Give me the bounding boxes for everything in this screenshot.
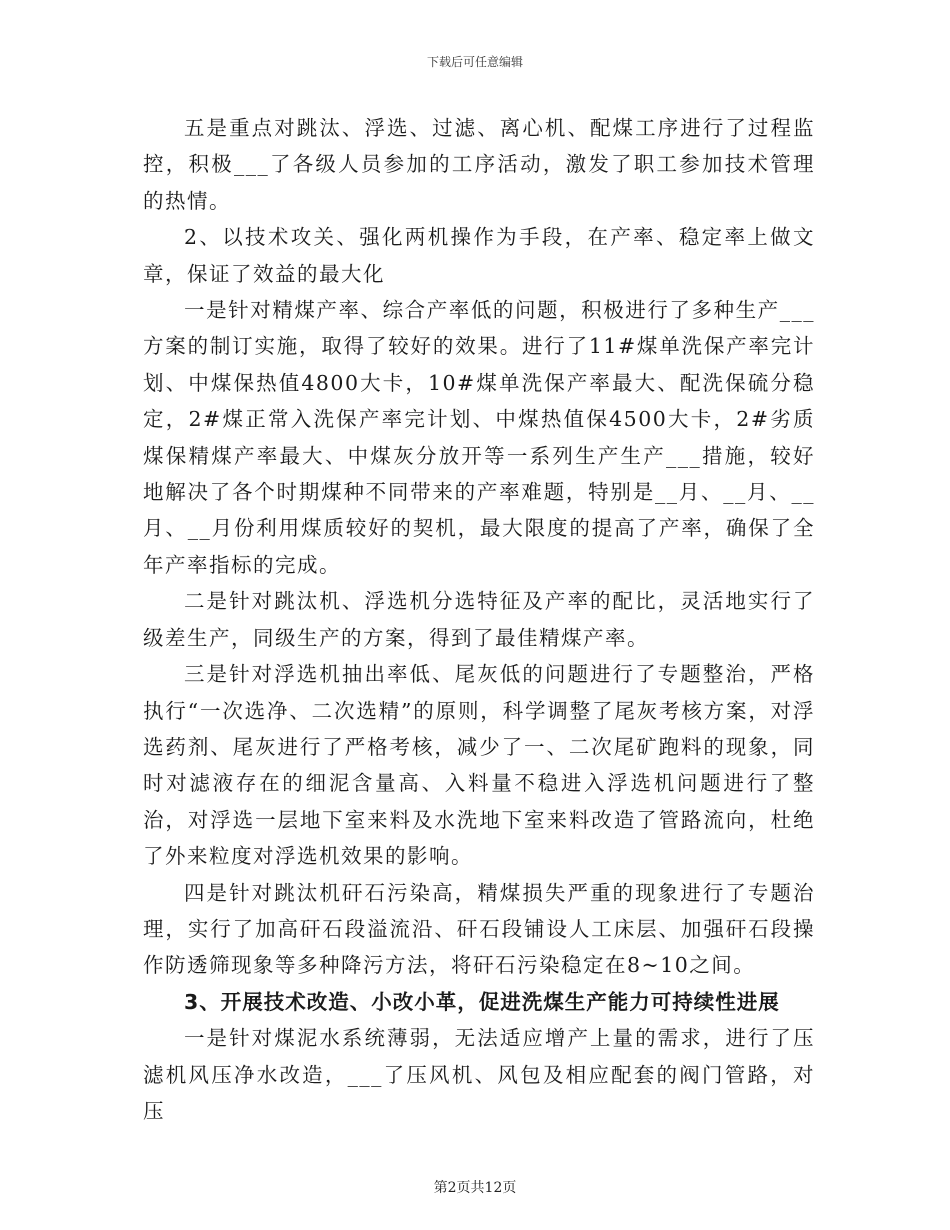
paragraph-1b: 一是针对煤泥水系统薄弱，无法适应增产上量的需求，进行了压滤机风压净水改造，___了压风机、风包及相应配套的阀门管路，对压 [143, 1026, 815, 1123]
section-heading-3: 3、开展技术改造、小改小革，促进洗煤生产能力可持续性进展 [184, 989, 780, 1014]
paragraph-1: 一是针对精煤产率、综合产率低的问题，积极进行了多种生产___方案的制订实施，取得了较好的效果。进行了11#煤单洗保产率完计划、中煤保热值4800大卡，10#煤单洗保产率最大、配洗保硫分稳定，2#煤正常入洗保产率完计划、中煤热值保4500大卡，2#劣质煤保精煤产率最大、中煤灰分放开等一系列生产生产___措施，较好地解决了各个时期煤种不同带来的产率难题，特别是__月、__月、__月、__月份利用煤质较好的契机，最大限度的提高了产率，确保了全年产率指标的完成。 [143, 298, 815, 577]
paragraph-2: 二是针对跳汰机、浮选机分选特征及产率的配比，灵活地实行了级差生产，同级生产的方案，得到了最佳精煤产率。 [143, 589, 815, 650]
page-footer: 第2页共12页 [433, 1180, 517, 1196]
paragraph-4: 四是针对跳汰机矸石污染高，精煤损失严重的现象进行了专题治理，实行了加高矸石段溢流沿、矸石段铺设人工床层、加强矸石段操作防透筛现象等多种降污方法，将矸石污染稳定在8~10之间。 [143, 880, 815, 978]
page-header: 下载后可任意编辑 [426, 55, 523, 69]
document-body [143, 110, 815, 1129]
section-heading-2: 2、以技术攻关、强化两机操作为手段，在产率、稳定率上做文章，保证了效益的最大化 [143, 225, 815, 286]
paragraph-5: 五是重点对跳汰、浮选、过滤、离心机、配煤工序进行了过程监控，积极___了各级人员参加的工序活动，激发了职工参加技术管理的热情。 [143, 116, 815, 213]
paragraph-3: 三是针对浮选机抽出率低、尾灰低的问题进行了专题整治，严格执行“一次选净、二次选精”的原则，科学调整了尾灰考核方案，对浮选药剂、尾灰进行了严格考核，减少了一、二次尾矿跑料的现象，同时对滤液存在的细泥含量高、入料量不稳进入浮选机问题进行了整治，对浮选一层地下室来料及水洗地下室来料改造了管路流向，杜绝了外来粒度对浮选机效果的影响。 [143, 662, 815, 869]
